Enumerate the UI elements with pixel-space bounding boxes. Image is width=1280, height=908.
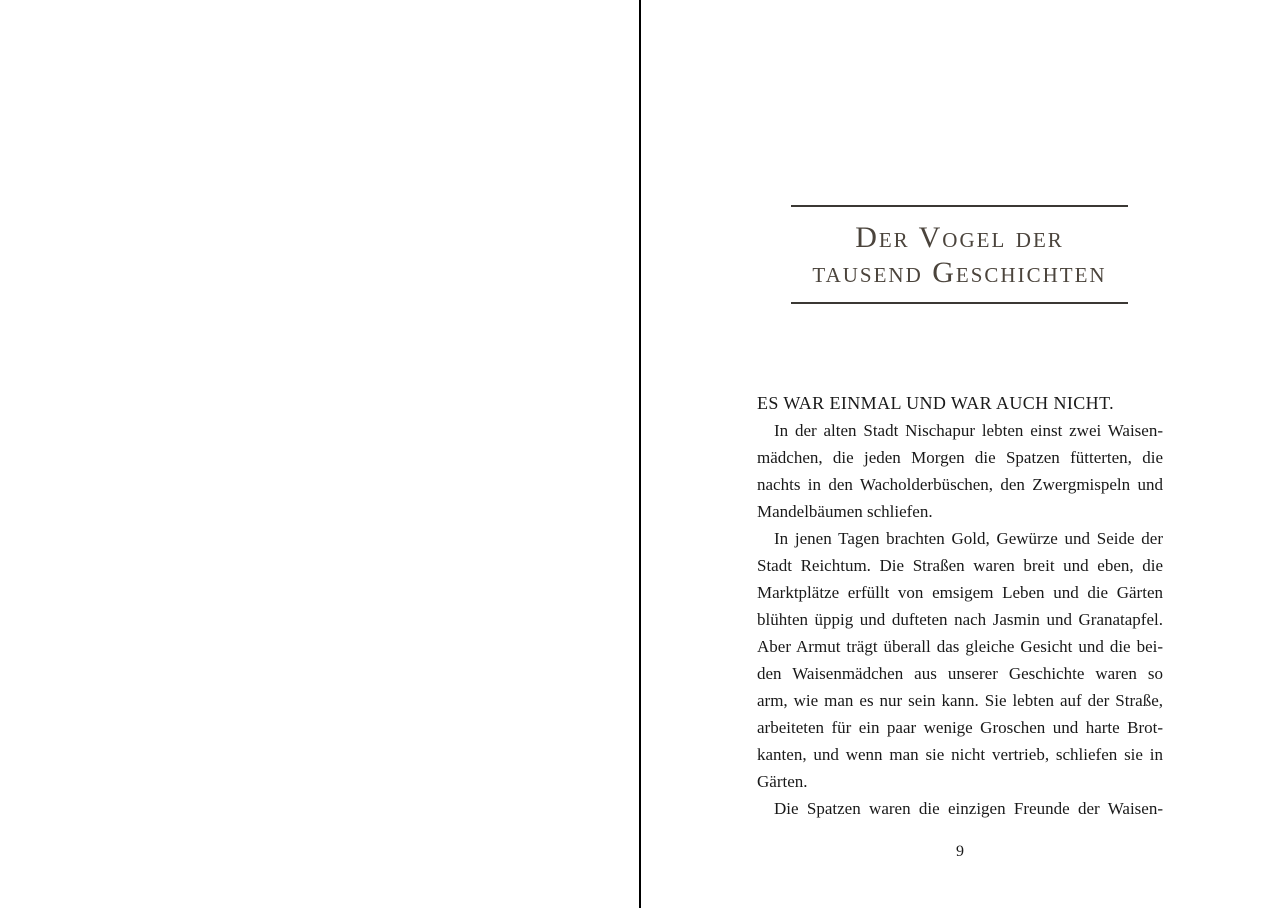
text-line: Aber Armut trägt überall das gleiche Gesicht und die bei- bbox=[757, 637, 1163, 656]
text-line: mädchen, die jeden Morgen die Spatzen fütterten, die bbox=[757, 448, 1163, 467]
text-line: Stadt Reichtum. Die Straßen waren breit und eben, die bbox=[757, 556, 1163, 575]
text-line: kanten, und wenn man sie nicht vertrieb, schliefen sie in bbox=[757, 745, 1163, 764]
text-line: Gärten. bbox=[757, 772, 808, 791]
heading-rule-bottom bbox=[791, 302, 1128, 304]
text-line: den Waisenmädchen aus unserer Geschichte waren so bbox=[757, 664, 1163, 683]
text-line: In jenen Tagen brachten Gold, Gewürze und Seide der bbox=[774, 529, 1163, 548]
chapter-title-line1: Der Vogel der bbox=[855, 221, 1064, 254]
text-line: nachts in den Wacholderbüschen, den Zwergmispeln und bbox=[757, 475, 1163, 494]
right-page bbox=[641, 0, 1280, 908]
text-line: arm, wie man es nur sein kann. Sie lebten auf der Straße, bbox=[757, 691, 1163, 710]
text-line: Die Spatzen waren die einzigen Freunde der Waisen- bbox=[774, 799, 1163, 818]
chapter-title-line2: tausend Geschichten bbox=[812, 256, 1107, 289]
chapter-heading bbox=[791, 205, 1128, 304]
page-number: 9 bbox=[956, 843, 964, 860]
left-page-blank bbox=[0, 0, 639, 908]
opening-line: ES WAR EINMAL UND WAR AUCH NICHT. bbox=[757, 393, 1115, 413]
text-line: blühten üppig und dufteten nach Jasmin und Granatapfel. bbox=[757, 610, 1163, 629]
text-line: Marktplätze erfüllt von emsigem Leben und die Gärten bbox=[757, 583, 1163, 602]
text-line: arbeiteten für ein paar wenige Groschen und harte Brot- bbox=[757, 718, 1163, 737]
body-text bbox=[757, 390, 1163, 822]
chapter-title bbox=[791, 207, 1128, 302]
text-line: Mandelbäumen schliefen. bbox=[757, 502, 933, 521]
text-line: In der alten Stadt Nischapur lebten einst zwei Waisen- bbox=[774, 421, 1163, 440]
